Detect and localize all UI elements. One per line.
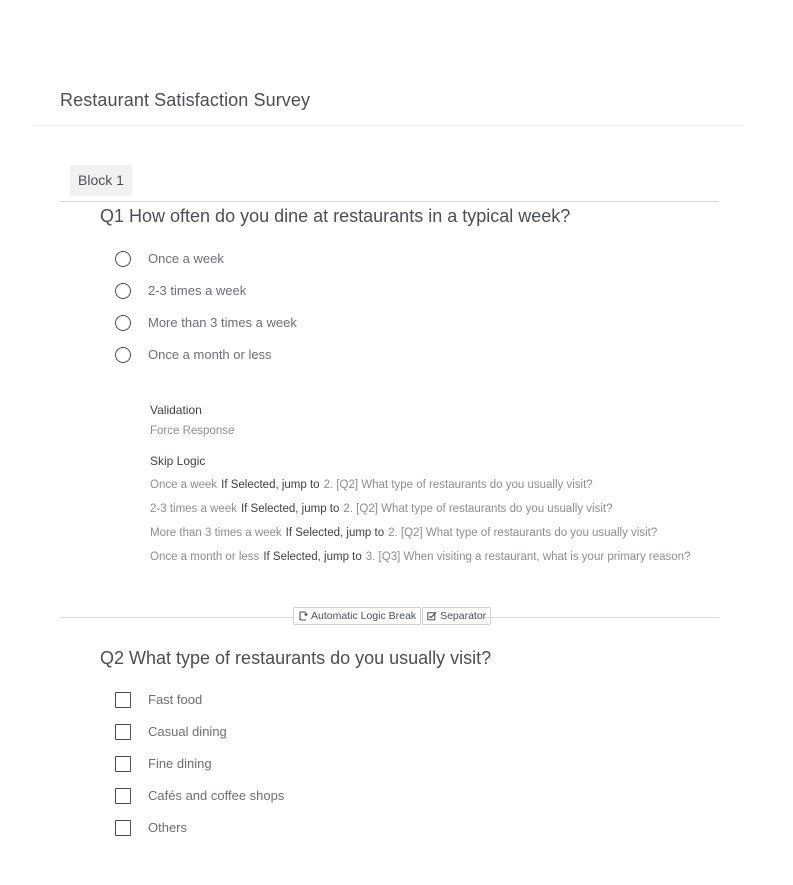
q1-options: [115, 250, 297, 378]
radio-button[interactable]: [115, 315, 131, 331]
skip-target: 3. [Q3] When visiting a restaurant, what is your primary reason?: [365, 551, 691, 563]
separator-button[interactable]: [422, 607, 491, 625]
skip-rule: [150, 525, 730, 541]
option-label: Once a week: [148, 251, 224, 266]
skip-rule: [150, 477, 730, 493]
title-divider: [35, 125, 744, 126]
skip-condition: Once a week: [150, 479, 218, 491]
radio-button[interactable]: [115, 347, 131, 363]
q2-option[interactable]: [115, 787, 284, 819]
option-label: More than 3 times a week: [148, 315, 297, 330]
q1-title: Q1 How often do you dine at restaurants in a typical week?: [100, 206, 571, 226]
q1-option[interactable]: [115, 314, 297, 346]
survey-title: Restaurant Satisfaction Survey: [60, 90, 311, 110]
checkbox[interactable]: [115, 756, 131, 772]
block-tab[interactable]: Block 1: [70, 165, 132, 196]
checkbox[interactable]: [115, 724, 131, 740]
q2-option[interactable]: [115, 819, 284, 851]
q1-option[interactable]: [115, 250, 297, 282]
skip-rule: [150, 501, 730, 517]
option-label: Cafés and coffee shops: [148, 788, 285, 803]
q2-option[interactable]: [115, 723, 284, 755]
checkbox[interactable]: [115, 692, 131, 708]
skip-condition: 2-3 times a week: [150, 503, 237, 515]
option-label: 2-3 times a week: [148, 283, 247, 298]
separator-controls: [293, 607, 491, 625]
skip-condition: Once a month or less: [150, 551, 260, 563]
skip-action: If Selected, jump to: [263, 551, 362, 563]
skip-target: 2. [Q2] What type of restaurants do you usually visit?: [343, 503, 613, 515]
option-label: Casual dining: [148, 724, 227, 739]
skip-target: 2. [Q2] What type of restaurants do you usually visit?: [388, 527, 658, 539]
skip-rule: [150, 549, 730, 565]
skip-action: If Selected, jump to: [240, 503, 340, 515]
automatic-logic-break-label: Automatic Logic Break: [311, 610, 417, 622]
checkbox-edit-icon: [427, 611, 437, 621]
q1-option[interactable]: [115, 346, 297, 378]
skip-condition: More than 3 times a week: [150, 527, 282, 539]
skip-action: If Selected, jump to: [285, 527, 385, 539]
q2-title: Q2 What type of restaurants do you usually visit?: [100, 648, 492, 668]
option-label: Once a month or less: [148, 347, 272, 362]
q2-option[interactable]: [115, 755, 284, 787]
option-label: Fine dining: [148, 756, 212, 771]
q2-options: [115, 691, 284, 851]
skip-logic-heading: Skip Logic: [150, 454, 206, 468]
separator-label: Separator: [440, 610, 487, 622]
radio-button[interactable]: [115, 283, 131, 299]
radio-button[interactable]: [115, 251, 131, 267]
q1-logic-panel: [150, 402, 730, 565]
separator-line-left: [60, 617, 293, 618]
separator-line-right: [485, 617, 719, 618]
skip-target: 2. [Q2] What type of restaurants do you usually visit?: [323, 479, 593, 491]
block-divider: [60, 201, 719, 202]
option-label: Fast food: [148, 692, 203, 707]
validation-heading: Validation: [150, 403, 202, 417]
checkbox[interactable]: [115, 788, 131, 804]
validation-text: Force Response: [150, 425, 235, 437]
checkbox[interactable]: [115, 820, 131, 836]
q1-option[interactable]: [115, 282, 297, 314]
skip-action: If Selected, jump to: [221, 479, 320, 491]
automatic-logic-break-button[interactable]: [293, 607, 421, 625]
q2-option[interactable]: [115, 691, 284, 723]
option-label: Others: [148, 820, 188, 835]
auto-logic-icon: [298, 611, 308, 621]
